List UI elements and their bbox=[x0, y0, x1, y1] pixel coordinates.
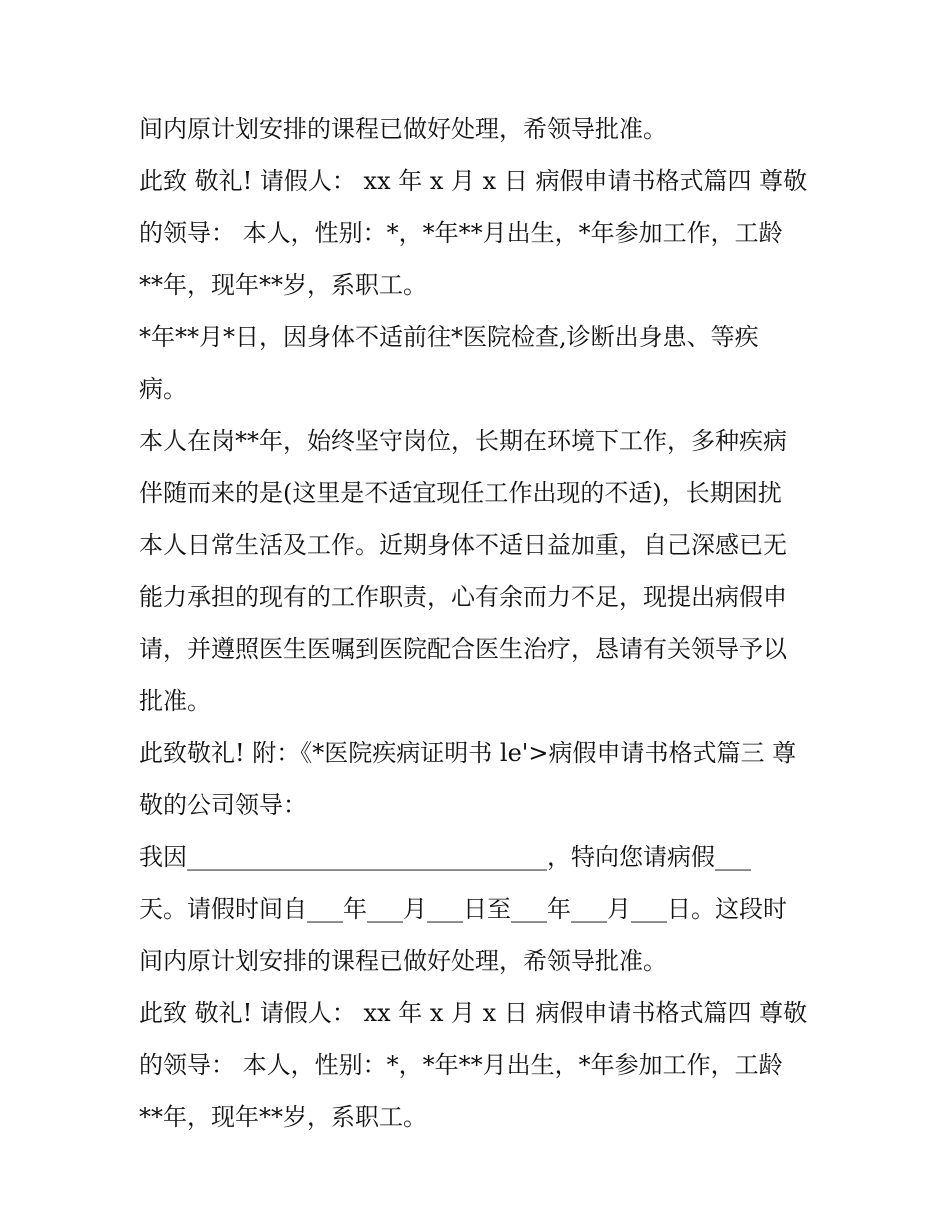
text-line: 本人日常生活及工作。近期身体不适日益加重，自己深感已无 bbox=[139, 531, 787, 559]
text-line: 批准。 bbox=[139, 687, 211, 715]
text-line: 病。 bbox=[139, 375, 187, 403]
text-line: 我因______________________________，特向您请病假___ bbox=[139, 843, 751, 871]
text-line: 此致 敬礼! 请假人： xx 年 x 月 x 日 病假申请书格式篇四 尊敬 bbox=[139, 167, 808, 195]
text-line: 能力承担的现有的工作职责，心有余而力不足，现提出病假申 bbox=[139, 583, 787, 611]
document-body bbox=[139, 107, 829, 1147]
text-line: 的领导： 本人，性别：*，*年**月出生，*年参加工作，工龄 bbox=[139, 1051, 783, 1079]
text-line: 间内原计划安排的课程已做好处理，希领导批准。 bbox=[139, 115, 667, 143]
text-line: 本人在岗**年，始终坚守岗位，长期在环境下工作，多种疾病 bbox=[139, 427, 787, 455]
text-line: 此致 敬礼! 请假人： xx 年 x 月 x 日 病假申请书格式篇四 尊敬 bbox=[139, 999, 808, 1027]
text-line: 天。请假时间自___年___月___日至___年___月___日。这段时 bbox=[139, 895, 787, 923]
text-line: 伴随而来的是(这里是不适宜现任工作出现的不适)，长期困扰 bbox=[139, 479, 782, 507]
text-line: **年，现年**岁，系职工。 bbox=[139, 271, 427, 299]
text-line: 此致敬礼! 附：《*医院疾病证明书 le'>病假申请书格式篇三 尊 bbox=[139, 739, 797, 767]
text-line: 敬的公司领导： bbox=[139, 791, 307, 819]
text-line: 的领导： 本人，性别：*，*年**月出生，*年参加工作，工龄 bbox=[139, 219, 783, 247]
text-line: *年**月*日，因身体不适前往*医院检查,诊断出身患、等疾 bbox=[139, 323, 759, 351]
text-line: 请，并遵照医生医嘱到医院配合医生治疗，恳请有关领导予以 bbox=[139, 635, 787, 663]
text-line: **年，现年**岁，系职工。 bbox=[139, 1103, 427, 1131]
text-line: 间内原计划安排的课程已做好处理，希领导批准。 bbox=[139, 947, 667, 975]
